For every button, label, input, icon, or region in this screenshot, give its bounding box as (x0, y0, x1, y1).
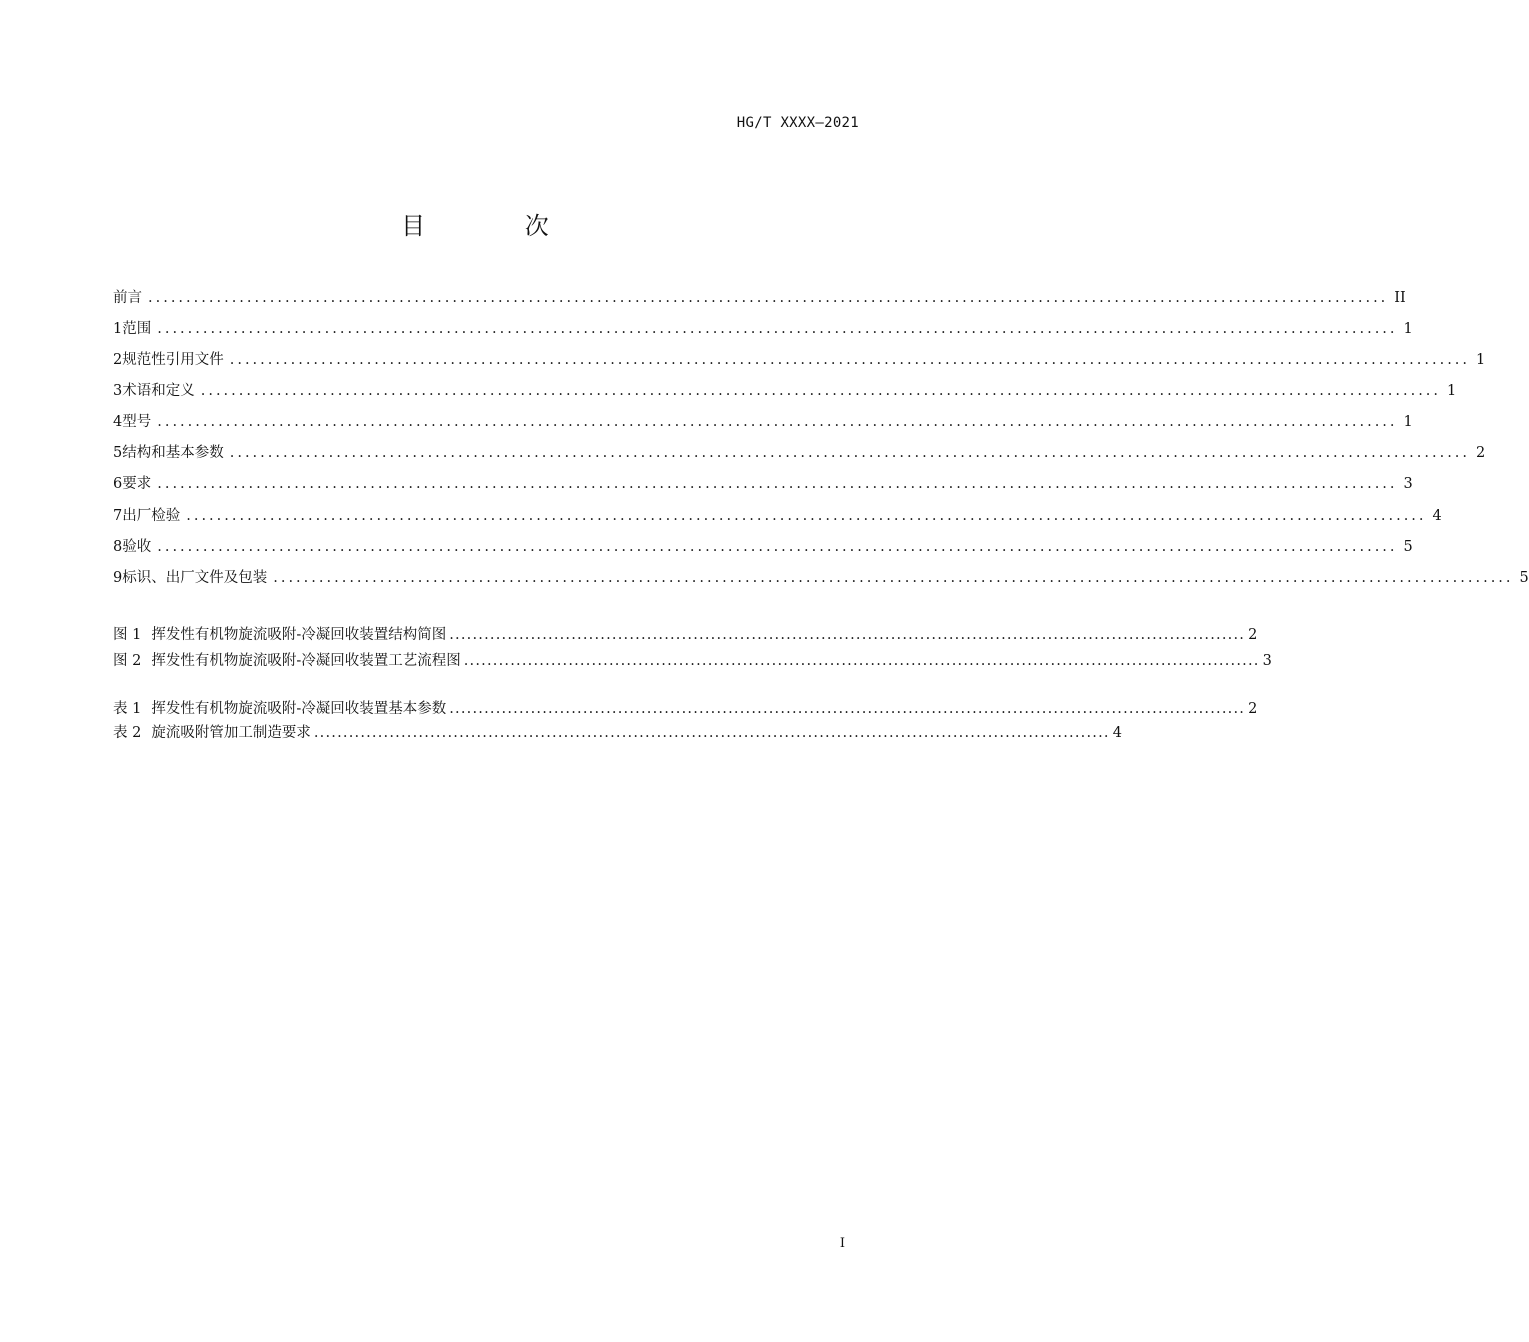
toc-entry-label: 验收 (122, 539, 152, 555)
toc-leader-dots: ................................................................................................................................................................... (148, 290, 1389, 306)
toc-entry-page: 3 (1403, 476, 1413, 492)
toc-entry-page: 2 (1248, 701, 1258, 717)
toc-title: 目 次 (401, 212, 595, 240)
toc-entry-page: 1 (1403, 321, 1413, 337)
toc-entry-page: 2 (1476, 445, 1486, 461)
toc-entry-label: 旋流吸附管加工制造要求 (151, 725, 311, 741)
toc-entry-prefix: 图 1 (113, 627, 142, 643)
toc-entry-figure-2[interactable] (113, 649, 1272, 671)
toc-entry-section-6[interactable] (113, 472, 1413, 494)
toc-entry-number: 9 (113, 570, 123, 586)
toc-leader-dots: ................................................................................................................................................................... (200, 383, 1442, 399)
toc-entry-prefix: 图 2 (113, 653, 142, 669)
toc-entry-page: II (1394, 290, 1406, 306)
toc-leader-dots: ......................................................................................................................................... (313, 725, 1110, 741)
toc-leader-dots: ................................................................................................................................................................... (157, 321, 1398, 337)
toc-entry-label: 术语和定义 (122, 383, 195, 399)
toc-entry-number: 6 (113, 476, 123, 492)
toc-entry-page: 5 (1519, 570, 1529, 586)
toc-entry-label: 范围 (122, 321, 152, 337)
toc-entry-label: 要求 (122, 476, 152, 492)
toc-leader-dots: ......................................................................................................................................... (463, 653, 1260, 669)
toc-entry-number: 8 (113, 539, 123, 555)
toc-leader-dots: ................................................................................................................................................................... (229, 445, 1471, 461)
toc-entry-page: 5 (1403, 539, 1413, 555)
toc-entry-page: 1 (1476, 352, 1486, 368)
toc-entry-section-5[interactable] (113, 441, 1486, 463)
toc-leader-dots: ................................................................................................................................................................... (273, 570, 1514, 586)
toc-entry-section-2[interactable] (113, 348, 1486, 370)
toc-entry-number: 7 (113, 508, 123, 524)
toc-leader-dots: ......................................................................................................................................... (449, 701, 1246, 717)
toc-entry-section-4[interactable] (113, 410, 1413, 432)
toc-entry-label: 挥发性有机物旋流吸附-冷凝回收装置结构简图 (151, 627, 447, 643)
toc-entry-section-8[interactable] (113, 535, 1413, 557)
toc-entry-number: 1 (113, 321, 123, 337)
toc-entry-page: 4 (1432, 508, 1442, 524)
toc-leader-dots: ................................................................................................................................................................... (186, 508, 1427, 524)
toc-entry-label: 型号 (122, 414, 152, 430)
footer-page-number: I (839, 1236, 845, 1251)
toc-entry-number: 5 (113, 445, 123, 461)
toc-entry-figure-1[interactable] (113, 623, 1258, 645)
toc-entry-page: 1 (1403, 414, 1413, 430)
standard-code: HG/T XXXX—2021 (736, 115, 859, 131)
toc-leader-dots: ................................................................................................................................................................... (157, 539, 1398, 555)
toc-entry-label: 规范性引用文件 (122, 352, 224, 368)
toc-entry-label: 标识、出厂文件及包装 (122, 570, 268, 586)
toc-entry-table-1[interactable] (113, 697, 1258, 719)
toc-leader-dots: ......................................................................................................................................... (449, 627, 1246, 643)
toc-entry-number: 4 (113, 414, 123, 430)
toc-entry-label: 出厂检验 (122, 508, 181, 524)
toc-entry-number: 3 (113, 383, 123, 399)
toc-entry-page: 4 (1112, 725, 1122, 741)
toc-entry-section-1[interactable] (113, 317, 1413, 339)
toc-entry-label: 前言 (113, 290, 142, 306)
toc-entry-section-3[interactable] (113, 379, 1457, 401)
toc-entry-prefix: 表 1 (113, 701, 142, 717)
toc-entry-page: 2 (1248, 627, 1258, 643)
toc-entry-section-9[interactable] (113, 566, 1529, 588)
toc-entry-label: 挥发性有机物旋流吸附-冷凝回收装置工艺流程图 (151, 653, 461, 669)
toc-entry-prefix: 表 2 (113, 725, 142, 741)
toc-entry-table-2[interactable] (113, 721, 1122, 743)
toc-entry-section-7[interactable] (113, 504, 1442, 526)
toc-leader-dots: ................................................................................................................................................................... (157, 476, 1398, 492)
toc-leader-dots: ................................................................................................................................................................... (157, 414, 1398, 430)
toc-entry-foreword[interactable] (113, 286, 1406, 308)
toc-entry-page: 3 (1262, 653, 1272, 669)
toc-entry-number: 2 (113, 352, 123, 368)
toc-entry-page: 1 (1447, 383, 1457, 399)
toc-leader-dots: ................................................................................................................................................................... (229, 352, 1471, 368)
toc-entry-label: 挥发性有机物旋流吸附-冷凝回收装置基本参数 (151, 701, 447, 717)
toc-entry-label: 结构和基本参数 (122, 445, 224, 461)
